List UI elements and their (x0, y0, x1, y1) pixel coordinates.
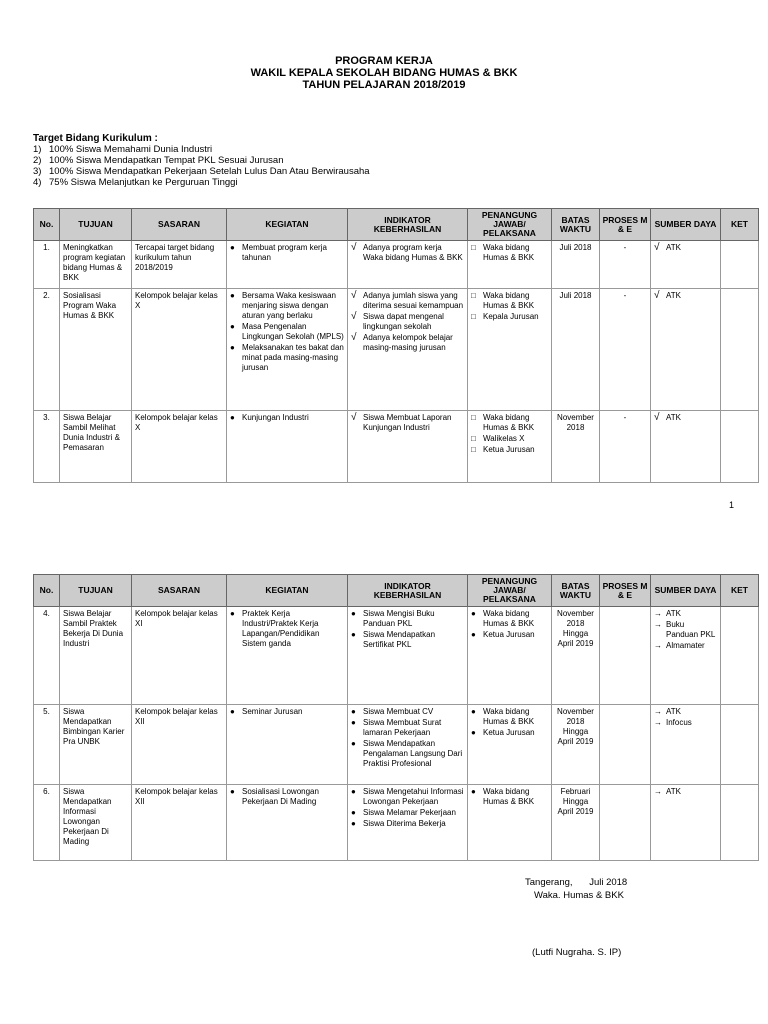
indikator-cell-item-text: Siswa Membuat Surat lamaran Pekerjaan (363, 718, 442, 737)
col-header-proses: PROSES M & E (600, 209, 651, 241)
arrow-icon: → (654, 707, 662, 716)
target-item (33, 177, 370, 188)
penanggung-jawab-cell-item-text: Waka bidang Humas & BKK (483, 707, 535, 726)
penanggung-jawab-cell-item-text: Waka bidang Humas & BKK (483, 787, 535, 806)
kegiatan-cell-item (230, 413, 344, 423)
sumber-daya-cell-item (654, 707, 717, 717)
penanggung-jawab-cell-item-text: Waka bidang Humas & BKK (483, 243, 535, 262)
target-item (33, 155, 370, 166)
sumber-daya-cell-item-text: Infocus (666, 718, 692, 727)
col-header-penanggung-jawab: PENANGUNG JAWAB/ PELAKSANA (468, 575, 552, 607)
table-header-row (34, 209, 759, 241)
ket-cell (721, 289, 759, 411)
kegiatan-cell-item (230, 609, 344, 649)
kegiatan-cell-item (230, 707, 344, 717)
bullet-icon: ● (230, 343, 235, 352)
bullet-icon: ● (471, 630, 476, 639)
proses-cell: - (600, 289, 651, 411)
col-header-batas-waktu: BATAS WAKTU (552, 209, 600, 241)
tujuan-cell: Siswa Mendapatkan Bimbingan Karier Pra UNBK (60, 705, 132, 785)
program-table-1 (33, 208, 759, 483)
bullet-icon: ● (230, 609, 235, 618)
target-item-text: 75% Siswa Melanjutkan ke Perguruan Tinggi (49, 177, 238, 188)
sasaran-cell: Kelompok belajar kelas X (132, 289, 227, 411)
ket-cell (721, 241, 759, 289)
indikator-cell-item-text: Siswa Diterima Bekerja (363, 819, 446, 828)
target-heading: Target Bidang Kurikulum : (33, 133, 158, 144)
kegiatan-cell (227, 785, 348, 861)
indikator-cell (348, 289, 468, 411)
row-number: 2. (34, 289, 60, 411)
tujuan-cell: Siswa Belajar Sambil Praktek Bekerja Di Dunia Industri (60, 607, 132, 705)
col-header-batas-waktu: BATAS WAKTU (552, 575, 600, 607)
program-table-2 (33, 574, 759, 861)
title-line-2: WAKIL KEPALA SEKOLAH BIDANG HUMAS & BKK (250, 67, 518, 79)
bullet-icon: ● (230, 413, 235, 422)
kegiatan-cell-item-text: Seminar Jurusan (242, 707, 303, 716)
kegiatan-cell (227, 241, 348, 289)
indikator-cell-item-text: Siswa Mendapatkan Pengalaman Langsung Dari Praktisi Profesional (363, 739, 463, 768)
target-item-text: 100% Siswa Mendapatkan Tempat PKL Sesuai Jurusan (49, 155, 284, 166)
check-icon: √ (654, 412, 660, 423)
kegiatan-cell-item (230, 243, 344, 263)
sasaran-cell: Tercapai target bidang kurikulum tahun 2018/2019 (132, 241, 227, 289)
batas-waktu-cell: Juli 2018 (552, 241, 600, 289)
bullet-icon: ● (230, 243, 235, 252)
check-icon: √ (654, 242, 660, 253)
signature-role: Waka. Humas & BKK (534, 890, 624, 901)
row-number: 4. (34, 607, 60, 705)
kegiatan-cell-item-text: Masa Pengenalan Lingkungan Sekolah (MPLS) (242, 322, 344, 341)
sumber-daya-cell-item (654, 787, 717, 797)
penanggung-jawab-cell-item (471, 434, 548, 444)
indikator-cell-item (351, 333, 464, 353)
col-header-ket: KET (721, 209, 759, 241)
bullet-icon: ● (471, 609, 476, 618)
indikator-cell-item-text: Adanya kelompok belajar masing-masing jurusan (363, 333, 453, 352)
target-item-text: 100% Siswa Mendapatkan Pekerjaan Setelah Lulus Dan Atau Berwirausaha (49, 166, 370, 177)
sumber-daya-cell-item-text: ATK (666, 243, 681, 252)
penanggung-jawab-cell-item-text: Ketua Jurusan (483, 630, 535, 639)
page-number: 1 (729, 500, 735, 510)
bullet-icon: ● (351, 718, 356, 727)
penanggung-jawab-cell (468, 607, 552, 705)
indikator-cell (348, 607, 468, 705)
indikator-cell-item (351, 707, 464, 717)
col-header-indikator: INDIKATOR KEBERHASILAN (348, 209, 468, 241)
indikator-cell-item (351, 808, 464, 818)
check-icon: √ (351, 242, 357, 253)
sasaran-cell: Kelompok belajar kelas XII (132, 785, 227, 861)
bullet-icon: ● (351, 609, 356, 618)
penanggung-jawab-cell-item (471, 243, 548, 263)
bullet-icon: ● (351, 819, 356, 828)
table-header-row (34, 575, 759, 607)
row-number: 3. (34, 411, 60, 483)
arrow-icon: → (654, 620, 662, 629)
batas-waktu-cell: Februari Hingga April 2019 (552, 785, 600, 861)
square-icon: □ (471, 312, 476, 321)
indikator-cell-item (351, 243, 464, 263)
square-icon: □ (471, 413, 476, 422)
sumber-daya-cell-item-text: ATK (666, 291, 681, 300)
table-row (34, 289, 759, 411)
penanggung-jawab-cell-item (471, 728, 548, 738)
sumber-daya-cell-item (654, 620, 717, 640)
row-number: 6. (34, 785, 60, 861)
indikator-cell-item (351, 312, 464, 332)
col-header-tujuan: TUJUAN (60, 209, 132, 241)
kegiatan-cell-item-text: Sosialisasi Lowongan Pekerjaan Di Mading (242, 787, 319, 806)
indikator-cell-item (351, 787, 464, 807)
title-line-1: PROGRAM KERJA (335, 55, 433, 67)
kegiatan-cell-item-text: Melaksanakan tes bakat dan minat pada masing-masing jurusan (242, 343, 344, 372)
arrow-icon: → (654, 718, 662, 727)
tujuan-cell: Siswa Belajar Sambil Melihat Dunia Industri & Pemasaran (60, 411, 132, 483)
kegiatan-cell-item (230, 291, 344, 321)
target-item-number: 3) (33, 166, 42, 177)
ket-cell (721, 785, 759, 861)
sumber-daya-cell-item-text: Buku Panduan PKL (666, 620, 716, 639)
col-header-penanggung-jawab: PENANGUNG JAWAB/ PELAKSANA (468, 209, 552, 241)
kegiatan-cell-item (230, 343, 344, 373)
kegiatan-cell (227, 705, 348, 785)
indikator-cell (348, 411, 468, 483)
bullet-icon: ● (230, 707, 235, 716)
indikator-cell-item (351, 630, 464, 650)
penanggung-jawab-cell-item (471, 630, 548, 640)
penanggung-jawab-cell-item (471, 787, 548, 807)
penanggung-jawab-cell (468, 241, 552, 289)
target-section (33, 133, 370, 188)
square-icon: □ (471, 243, 476, 252)
penanggung-jawab-cell (468, 705, 552, 785)
bullet-icon: ● (471, 728, 476, 737)
col-header-sumber-daya: SUMBER DAYA (651, 575, 721, 607)
proses-cell (600, 785, 651, 861)
tujuan-cell: Meningkatkan program kegiatan bidang Humas & BKK (60, 241, 132, 289)
indikator-cell-item-text: Adanya jumlah siswa yang diterima sesuai kemampuan (363, 291, 464, 310)
penanggung-jawab-cell-item-text: Ketua Jurusan (483, 728, 535, 737)
arrow-icon: → (654, 609, 662, 618)
proses-cell: - (600, 241, 651, 289)
document-title (0, 55, 768, 91)
penanggung-jawab-cell-item-text: Waka bidang Humas & BKK (483, 291, 535, 310)
row-number: 5. (34, 705, 60, 785)
batas-waktu-cell: Juli 2018 (552, 289, 600, 411)
check-icon: √ (351, 332, 357, 343)
tujuan-cell: Siswa Mendapatkan Informasi Lowongan Pekerjaan Di Mading (60, 785, 132, 861)
batas-waktu-cell: November 2018 (552, 411, 600, 483)
signature-date: Juli 2018 (589, 877, 628, 888)
sasaran-cell: Kelompok belajar kelas XI (132, 607, 227, 705)
sumber-daya-cell-item (654, 291, 717, 301)
arrow-icon: → (654, 787, 662, 796)
sumber-daya-cell (651, 289, 721, 411)
penanggung-jawab-cell-item (471, 445, 548, 455)
sumber-daya-cell (651, 607, 721, 705)
penanggung-jawab-cell (468, 785, 552, 861)
square-icon: □ (471, 434, 476, 443)
col-header-indikator: INDIKATOR KEBERHASILAN (348, 575, 468, 607)
signature-place-date (525, 877, 627, 889)
indikator-cell-item (351, 413, 464, 433)
bullet-icon: ● (471, 787, 476, 796)
table-row (34, 411, 759, 483)
penanggung-jawab-cell-item-text: Waka bidang Humas & BKK (483, 609, 535, 628)
sumber-daya-cell-item (654, 413, 717, 423)
table-row (34, 607, 759, 705)
sumber-daya-cell-item (654, 243, 717, 253)
proses-cell (600, 607, 651, 705)
col-header-sumber-daya: SUMBER DAYA (651, 209, 721, 241)
indikator-cell (348, 785, 468, 861)
indikator-cell-item-text: Siswa Melamar Pekerjaan (363, 808, 456, 817)
indikator-cell-item-text: Siswa Mendapatkan Sertifikat PKL (363, 630, 436, 649)
indikator-cell-item (351, 609, 464, 629)
sumber-daya-cell (651, 241, 721, 289)
penanggung-jawab-cell-item-text: Waka bidang Humas & BKK (483, 413, 535, 432)
col-header-sasaran: SASARAN (132, 209, 227, 241)
bullet-icon: ● (351, 630, 356, 639)
kegiatan-cell-item-text: Bersama Waka kesiswaan menjaring siswa dengan aturan yang berlaku (242, 291, 336, 320)
sumber-daya-cell (651, 785, 721, 861)
sasaran-cell: Kelompok belajar kelas XII (132, 705, 227, 785)
penanggung-jawab-cell (468, 289, 552, 411)
square-icon: □ (471, 291, 476, 300)
check-icon: √ (654, 290, 660, 301)
sumber-daya-cell-item-text: Almamater (666, 641, 705, 650)
indikator-cell-item (351, 739, 464, 769)
sumber-daya-cell-item (654, 641, 717, 651)
sumber-daya-cell (651, 411, 721, 483)
sasaran-cell: Kelompok belajar kelas X (132, 411, 227, 483)
signature-name: (Lutfi Nugraha. S. IP) (532, 947, 622, 958)
arrow-icon: → (654, 641, 662, 650)
proses-cell (600, 705, 651, 785)
batas-waktu-cell: November 2018 Hingga April 2019 (552, 705, 600, 785)
indikator-cell-item-text: Siswa Mengisi Buku Panduan PKL (363, 609, 435, 628)
bullet-icon: ● (351, 739, 356, 748)
bullet-icon: ● (351, 808, 356, 817)
indikator-cell-item-text: Siswa Membuat Laporan Kunjungan Industri (363, 413, 452, 432)
indikator-cell (348, 705, 468, 785)
col-header-kegiatan: KEGIATAN (227, 575, 348, 607)
penanggung-jawab-cell-item-text: Kepala Jurusan (483, 312, 539, 321)
signature-place: Tangerang, (525, 877, 573, 888)
penanggung-jawab-cell-item (471, 609, 548, 629)
col-header-ket: KET (721, 575, 759, 607)
col-header-sasaran: SASARAN (132, 575, 227, 607)
col-header-no: No. (34, 575, 60, 607)
proses-cell: - (600, 411, 651, 483)
bullet-icon: ● (230, 291, 235, 300)
penanggung-jawab-cell-item (471, 413, 548, 433)
table-row (34, 785, 759, 861)
sumber-daya-cell-item-text: ATK (666, 609, 681, 618)
square-icon: □ (471, 445, 476, 454)
check-icon: √ (351, 311, 357, 322)
indikator-cell-item-text: Siswa Membuat CV (363, 707, 434, 716)
check-icon: √ (351, 290, 357, 301)
indikator-cell-item-text: Siswa dapat mengenal lingkungan sekolah (363, 312, 444, 331)
target-item-number: 4) (33, 177, 42, 188)
bullet-icon: ● (471, 707, 476, 716)
ket-cell (721, 607, 759, 705)
bullet-icon: ● (230, 787, 235, 796)
penanggung-jawab-cell-item (471, 291, 548, 311)
penanggung-jawab-cell-item-text: Walikelas X (483, 434, 525, 443)
penanggung-jawab-cell (468, 411, 552, 483)
bullet-icon: ● (351, 787, 356, 796)
col-header-no: No. (34, 209, 60, 241)
title-line-3: TAHUN PELAJARAN 2018/2019 (302, 79, 466, 91)
ket-cell (721, 705, 759, 785)
sumber-daya-cell-item-text: ATK (666, 787, 681, 796)
target-item-number: 1) (33, 144, 42, 155)
penanggung-jawab-cell-item (471, 707, 548, 727)
indikator-cell-item (351, 291, 464, 311)
target-item (33, 144, 370, 155)
sumber-daya-cell-item-text: ATK (666, 707, 681, 716)
sumber-daya-cell-item-text: ATK (666, 413, 681, 422)
kegiatan-cell-item-text: Praktek Kerja Industri/Praktek Kerja Lapangan/Pendidikan Sistem ganda (242, 609, 320, 648)
indikator-cell-item (351, 718, 464, 738)
indikator-cell-item-text: Adanya program kerja Waka bidang Humas & BKK (363, 243, 463, 262)
ket-cell (721, 411, 759, 483)
indikator-cell-item-text: Siswa Mengetahui Informasi Lowongan Pekerjaan (363, 787, 464, 806)
col-header-tujuan: TUJUAN (60, 575, 132, 607)
tujuan-cell: Sosialisasi Program Waka Humas & BKK (60, 289, 132, 411)
kegiatan-cell (227, 411, 348, 483)
kegiatan-cell-item-text: Membuat program kerja tahunan (242, 243, 327, 262)
table-row (34, 241, 759, 289)
batas-waktu-cell: November 2018 Hingga April 2019 (552, 607, 600, 705)
sumber-daya-cell (651, 705, 721, 785)
sumber-daya-cell-item (654, 609, 717, 619)
col-header-kegiatan: KEGIATAN (227, 209, 348, 241)
penanggung-jawab-cell-item-text: Ketua Jurusan (483, 445, 535, 454)
indikator-cell-item (351, 819, 464, 829)
bullet-icon: ● (351, 707, 356, 716)
kegiatan-cell-item (230, 787, 344, 807)
kegiatan-cell (227, 289, 348, 411)
table-row (34, 705, 759, 785)
row-number: 1. (34, 241, 60, 289)
target-item-text: 100% Siswa Memahami Dunia Industri (49, 144, 213, 155)
check-icon: √ (351, 412, 357, 423)
target-item-number: 2) (33, 155, 42, 166)
kegiatan-cell-item-text: Kunjungan Industri (242, 413, 309, 422)
bullet-icon: ● (230, 322, 235, 331)
indikator-cell (348, 241, 468, 289)
sumber-daya-cell-item (654, 718, 717, 728)
target-item (33, 166, 370, 177)
kegiatan-cell-item (230, 322, 344, 342)
col-header-proses: PROSES M & E (600, 575, 651, 607)
kegiatan-cell (227, 607, 348, 705)
penanggung-jawab-cell-item (471, 312, 548, 322)
